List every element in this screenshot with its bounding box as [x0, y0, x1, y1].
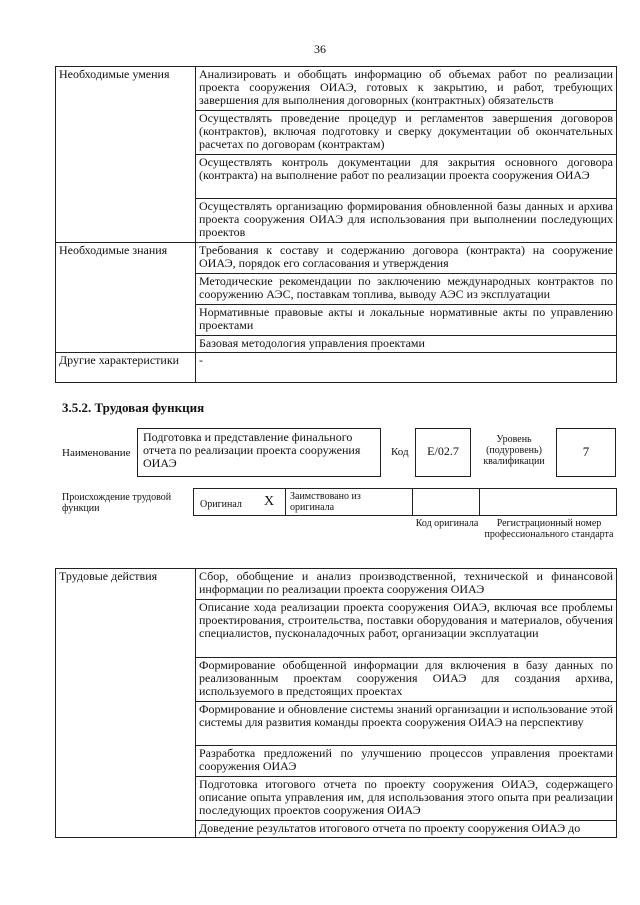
skills-item: Осуществлять проведение процедур и регламентов завершения договоров (контрактов), включая подготовку и сверку документации об окончательных расчетах по договорам (контрактам)	[196, 111, 617, 155]
knowledge-item: Нормативные правовые акты и локальные нормативные акты по управлению проектами	[196, 305, 617, 336]
knowledge-item: Требования к составу и содержанию договора (контракта) на сооружение ОИАЭ, порядок его согласования и утверждения	[196, 243, 617, 274]
registration-number-caption: Регистрационный номер профессионального стандарта	[484, 518, 614, 540]
labor-actions-table	[55, 568, 617, 838]
skills-item: Анализировать и обобщать информацию об объемах работ по реализации проекта сооружения ОИАЭ, готовых к закрытию, и работ, требующих завершения для выполнения договорных (контрактных) обязательств	[196, 67, 617, 111]
origin-label: Происхождение трудовой функции	[62, 492, 172, 514]
name-label: Наименование	[62, 447, 131, 459]
qualification-level-box	[556, 428, 616, 477]
function-name-box	[137, 428, 381, 477]
labor-actions-label: Трудовые действия	[56, 569, 196, 838]
origin-divider	[285, 489, 286, 515]
knowledge-item: Базовая методология управления проектами	[196, 336, 617, 353]
skills-label: Необходимые умения	[56, 67, 196, 243]
level-label: Уровень (подуровень) квалификации	[483, 434, 545, 467]
other-characteristics-value: -	[196, 353, 617, 383]
labor-action-item: Разработка предложений по улучшению процессов управления проектами сооружения ОИАЭ	[196, 746, 617, 777]
origin-box	[193, 488, 617, 516]
labor-action-item: Подготовка итогового отчета по проекту сооружения ОИАЭ, содержащего описание опыта управления им, для использования этого опыта при реализации последующих проектов сооружения ОИАЭ	[196, 777, 617, 821]
knowledge-label: Необходимые знания	[56, 243, 196, 353]
function-name-value: Подготовка и представление финального отчета по реализации проекта сооружения ОИАЭ	[143, 430, 361, 470]
labor-action-item: Описание хода реализации проекта сооружения ОИАЭ, включая все проблемы проектирования, строительства, поставки оборудования и материалов, обучения специалистов, пусконаладочных работ, организации эксплуатации	[196, 600, 617, 658]
labor-action-item: Формирование обобщенной информации для включения в базу данных по реализованным проектам сооружения ОИАЭ для создания архива, используемого в предстоящих проектах	[196, 658, 617, 702]
skills-item: Осуществлять организацию формирования обновленной базы данных и архива проекта сооружения ОИАЭ для использования при выполнении последующих проектов	[196, 199, 617, 243]
qualification-level-value: 7	[582, 444, 590, 459]
skills-item: Осуществлять контроль документации для закрытия основного договора (контракта) на выполнение работ по реализации проекта сооружения ОИАЭ	[196, 155, 617, 199]
labor-action-item: Формирование и обновление системы знаний организации и использование этой системы для развития команды проекта сооружения ОИАЭ на перспективу	[196, 702, 617, 746]
origin-divider	[412, 489, 413, 515]
function-code-box	[415, 428, 471, 477]
original-mark: X	[264, 494, 275, 509]
original-label: Оригинал	[200, 499, 242, 510]
labor-action-item: Сбор, обобщение и анализ производственной, технической и финансовой информации по реализации проекта сооружения ОИАЭ	[196, 569, 617, 600]
section-heading: 3.5.2. Трудовая функция	[62, 400, 205, 415]
other-characteristics-label: Другие характеристики	[56, 353, 196, 383]
labor-action-item: Доведение результатов итогового отчета по проекту сооружения ОИАЭ до	[196, 821, 617, 838]
borrowed-label: Заимствовано из оригинала	[290, 491, 361, 513]
code-label: Код	[391, 446, 409, 458]
origin-divider	[479, 489, 480, 515]
skills-knowledge-table	[55, 66, 617, 383]
code-original-caption: Код оригинала	[415, 518, 479, 529]
knowledge-item: Методические рекомендации по заключению международных контрактов по сооружению АЭС, поставкам топлива, выводу АЭС из эксплуатации	[196, 274, 617, 305]
page-number: 36	[314, 42, 326, 56]
function-code-value: E/02.7	[427, 444, 459, 458]
